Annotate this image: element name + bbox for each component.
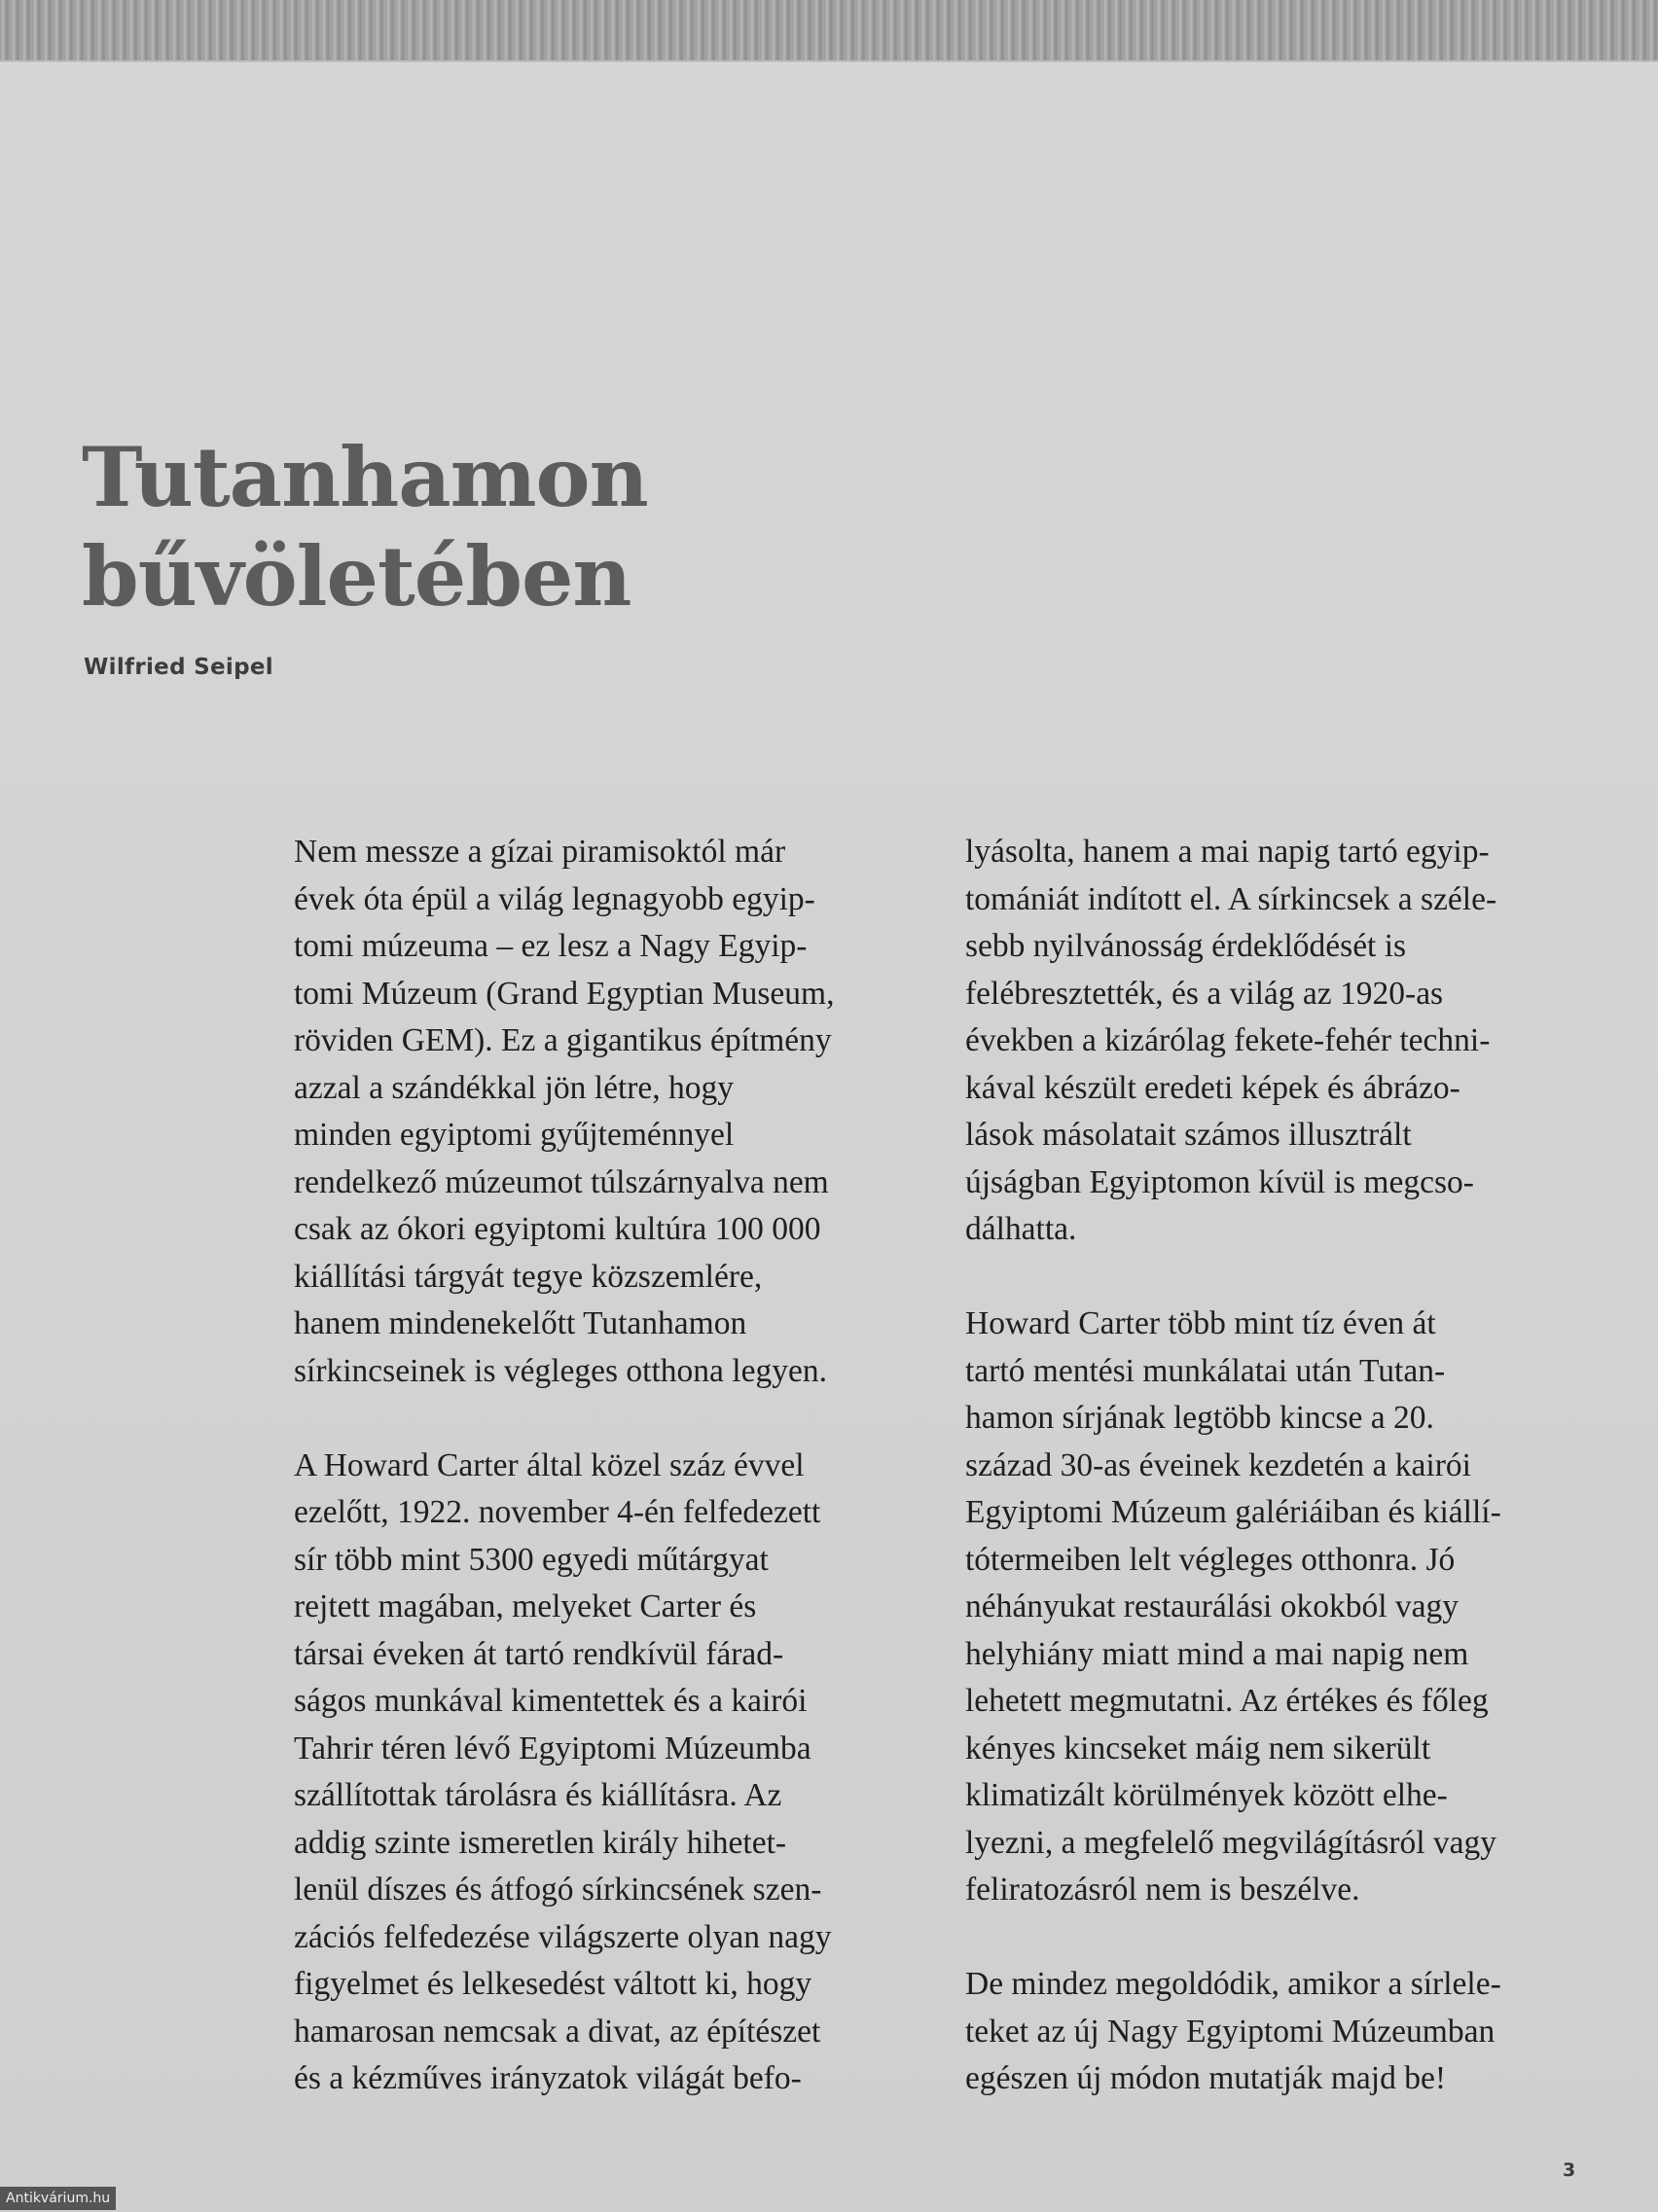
page-title-line-1: Tutanhamon	[82, 429, 648, 525]
paragraph	[965, 1301, 1637, 1914]
text-line: évek óta épül a világ legnagyobb egyip-	[294, 880, 815, 917]
paragraph	[965, 1961, 1637, 2103]
text-line: Egyiptomi Múzeum galériáiban és kiállí-	[965, 1494, 1501, 1530]
text-line: tomániát indított el. A sírkincsek a széle-	[965, 880, 1497, 917]
paragraph-spacer	[965, 1914, 1637, 1962]
text-line: De mindez megoldódik, amikor a sírlele-	[965, 1966, 1501, 2002]
text-line: Tahrir téren lévő Egyiptomi Múzeumba	[294, 1730, 811, 1766]
text-column-right	[965, 829, 1637, 2103]
text-line: tótermeiben lelt végleges otthonra. Jó	[965, 1541, 1456, 1578]
paragraph-spacer	[965, 1254, 1637, 1302]
text-line: tartó mentési munkálatai után Tutan-	[965, 1352, 1446, 1389]
text-line: években a kizárólag fekete-fehér techni-	[965, 1022, 1491, 1058]
text-line: hanem mindenekelőtt Tutanhamon	[294, 1305, 747, 1341]
text-line: csak az ókori egyiptomi kultúra 100 000	[294, 1211, 821, 1247]
text-line: újságban Egyiptomon kívül is megcso-	[965, 1163, 1474, 1200]
text-line: rejtett magában, melyeket Carter és	[294, 1588, 757, 1624]
text-line: kával készült eredeti képek és ábrázo-	[965, 1069, 1460, 1106]
text-line: kiállítási tárgyát tegye közszemlére,	[294, 1258, 763, 1295]
text-line: helyhiány miatt mind a mai napig nem	[965, 1635, 1469, 1672]
text-line: dálhatta.	[965, 1211, 1077, 1247]
text-line: figyelmet és lelkesedést váltott ki, hogy	[294, 1966, 812, 2002]
text-line: ságos munkával kimentettek és a kairói	[294, 1683, 808, 1719]
text-line: század 30-as éveinek kezdetén a kairói	[965, 1446, 1471, 1483]
text-line: hamon sírjának legtöbb kincse a 20.	[965, 1400, 1434, 1436]
text-line: zációs felfedezése világszerte olyan nagy	[294, 1918, 832, 1955]
text-line: és a kézműves irányzatok világát befo-	[294, 2060, 802, 2096]
page-title-line-2: bűvöletében	[82, 528, 631, 624]
text-line: sír több mint 5300 egyedi műtárgyat	[294, 1541, 769, 1578]
author-name: Wilfried Seipel	[84, 655, 273, 680]
text-line: A Howard Carter által közel száz évvel	[294, 1446, 805, 1483]
text-line: klimatizált körülmények között elhe-	[965, 1777, 1448, 1813]
text-line: röviden GEM). Ez a gigantikus építmény	[294, 1022, 832, 1058]
page-number: 3	[1563, 2159, 1576, 2181]
text-line: egészen új módon mutatják majd be!	[965, 2060, 1446, 2096]
text-line: Howard Carter több mint tíz éven át	[965, 1305, 1436, 1341]
text-line: ezelőtt, 1922. november 4-én felfedezett	[294, 1494, 821, 1530]
text-line: rendelkező múzeumot túlszárnyalva nem	[294, 1163, 829, 1200]
text-line: sírkincseinek is végleges otthona legyen.	[294, 1352, 827, 1389]
text-line: teket az új Nagy Egyiptomi Múzeumban	[965, 2013, 1496, 2050]
text-line: sebb nyilvánosság érdeklődését is	[965, 928, 1407, 964]
text-line: lyásolta, hanem a mai napig tartó egyip-	[965, 834, 1490, 870]
paragraph	[294, 829, 965, 1395]
text-line: felébresztették, és a világ az 1920-as	[965, 975, 1444, 1012]
text-line: minden egyiptomi gyűjteménnyel	[294, 1117, 735, 1153]
text-line: azzal a szándékkal jön létre, hogy	[294, 1069, 735, 1106]
text-line: lehetett megmutatni. Az értékes és főleg	[965, 1683, 1489, 1719]
text-line: társai éveken át tartó rendkívül fárad-	[294, 1635, 784, 1672]
book-top-edge	[0, 0, 1658, 60]
text-line: kényes kincseket máig nem sikerült	[965, 1730, 1431, 1766]
text-line: lenül díszes és átfogó sírkincsének szen-	[294, 1872, 822, 1908]
text-line: hamarosan nemcsak a divat, az építészet	[294, 2013, 821, 2050]
text-line: addig szinte ismeretlen király hihetet-	[294, 1824, 787, 1861]
page-title	[82, 428, 648, 626]
paragraph-spacer	[294, 1395, 965, 1443]
paragraph	[294, 1443, 965, 2103]
paragraph	[965, 829, 1637, 1254]
text-line: lások másolatait számos illusztrált	[965, 1117, 1412, 1153]
text-line: néhányukat restaurálási okokból vagy	[965, 1588, 1459, 1624]
text-line: tomi Múzeum (Grand Egyptian Museum,	[294, 975, 835, 1012]
text-line: szállítottak tárolásra és kiállításra. Az	[294, 1777, 782, 1813]
text-line: feliratozásról nem is beszélve.	[965, 1872, 1360, 1908]
watermark: Antikvárium.hu	[0, 2187, 116, 2210]
text-column-left	[294, 829, 965, 2103]
text-line: tomi múzeuma – ez lesz a Nagy Egyip-	[294, 928, 808, 964]
text-line: Nem messze a gízai piramisoktól már	[294, 834, 786, 870]
text-line: lyezni, a megfelelő megvilágításról vagy	[965, 1824, 1497, 1861]
